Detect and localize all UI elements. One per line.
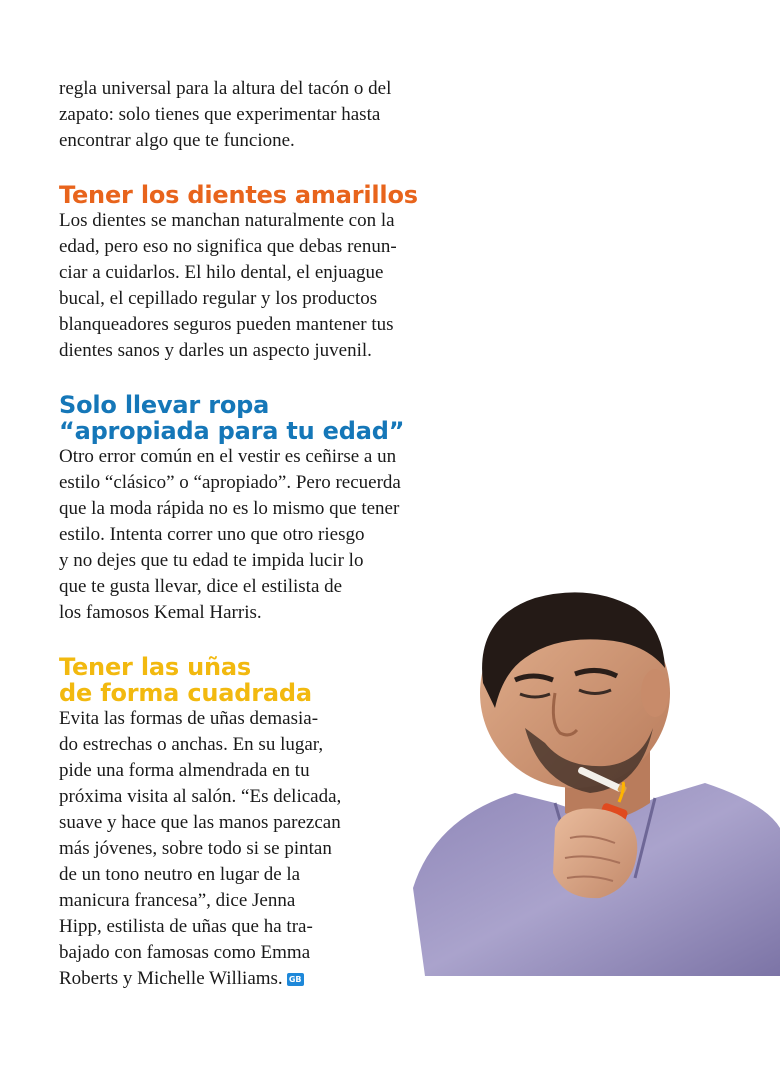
heading-age-appropriate-clothes: Solo llevar ropa “apropiada para tu edad”: [59, 391, 405, 445]
body-square-nails-text: Evita las formas de uñas demasia- do estrechas o anchas. En su lugar, pide una forma almendrada en tu próxima visita al salón. “Es delicada, suave y hace que las manos parezcan más jóvenes, sobre todo si se pintan de un tono neutro en lugar de la manicura francesa”, dice Jenna Hipp, estilista de uñas que ha tra- bajado con famosas como Emma Roberts y Michelle Williams.: [59, 708, 342, 989]
body-age-appropriate-clothes: Otro error común en el vestir es ceñirse a un estilo “clásico” o “apropiado”. Pero recuerda que la moda rápida no es lo mismo que tener estilo. Intenta correr uno que otro riesgo y no dejes que tu edad te impida lucir lo que te gusta llevar, dice el estilista de los famosos Kemal Harris.: [59, 446, 401, 623]
heading-yellow-teeth: Tener los dientes amarillos: [59, 181, 418, 209]
end-of-article-badge: GB: [287, 973, 304, 986]
heading-square-nails: Tener las uñas de forma cuadrada: [59, 653, 312, 707]
intro-paragraph: regla universal para la altura del tacón o del zapato: solo tienes que experimentar hasta encontrar algo que te funcione.: [59, 78, 392, 151]
man-lighting-cigarette-photo: [405, 588, 780, 976]
body-yellow-teeth: Los dientes se manchan naturalmente con la edad, pero eso no significa que debas renun- ciar a cuidarlos. El hilo dental, el enjuague bucal, el cepillado regular y los productos blanqueadores seguros pueden mantener tus dientes sanos y darles un aspecto juvenil.: [59, 210, 397, 361]
